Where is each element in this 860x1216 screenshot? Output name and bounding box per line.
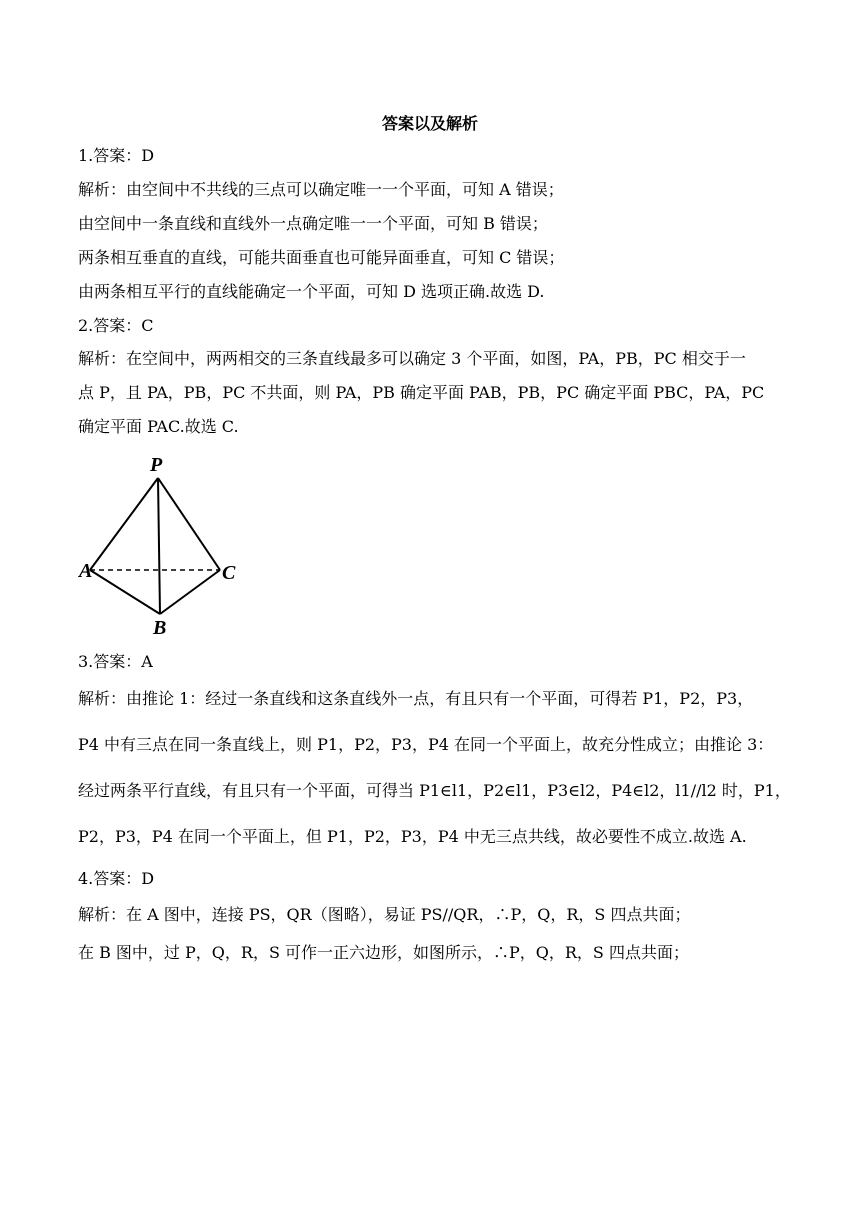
page-title: 答案以及解析 (381, 114, 478, 133)
q2-line-3: 确定平面 PAC.故选 C. (78, 417, 239, 436)
vertex-label-c: C (222, 562, 236, 584)
edge-pc (158, 478, 220, 570)
q2-line-1: 解析：在空间中，两两相交的三条直线最多可以确定 3 个平面，如图，PA，PB，PC 相交于一 (78, 349, 746, 368)
edge-pa (90, 478, 158, 570)
edge-pb (158, 478, 160, 614)
q1-line-2: 由空间中一条直线和直线外一点确定唯一一个平面，可知 B 错误； (78, 214, 548, 233)
q3-answer: 3.答案：A (78, 652, 153, 671)
q1-line-3: 两条相互垂直的直线，可能共面垂直也可能异面垂直，可知 C 错误； (78, 248, 565, 267)
q3-line-3: 经过两条平行直线，有且只有一个平面，可得当 P1∈l1，P2∈l1，P3∈l2，P4∈l2，l1//l2 时，P1， (78, 781, 791, 800)
q4-line-1: 解析：在 A 图中，连接 PS，QR（图略），易证 PS//QR，∴P，Q，R，S 四点共面； (78, 905, 691, 924)
q4-answer: 4.答案：D (78, 869, 155, 888)
q1-answer: 1.答案：D (78, 146, 155, 165)
q1-line-1: 解析：由空间中不共线的三点可以确定唯一一个平面，可知 A 错误； (78, 180, 564, 199)
q2-line-2: 点 P，且 PA，PB，PC 不共面，则 PA，PB 确定平面 PAB，PB，PC 确定平面 PBC，PA，PC (78, 383, 765, 402)
q3-line-4: P2，P3，P4 在同一个平面上，但 P1，P2，P3，P4 中无三点共线，故必要性不成立.故选 A. (78, 827, 747, 846)
vertex-label-p: P (150, 454, 163, 476)
q3-line-2: P4 中有三点在同一条直线上，则 P1，P2，P3，P4 在同一个平面上，故充分性成立；由推论 3： (78, 735, 774, 754)
vertex-label-b: B (153, 617, 167, 639)
q2-answer: 2.答案：C (78, 316, 154, 335)
edge-bc (160, 570, 220, 614)
q3-line-1: 解析：由推论 1：经过一条直线和这条直线外一点，有且只有一个平面，可得若 P1，P2，P3， (78, 689, 754, 708)
pyramid-figure (76, 450, 246, 640)
edge-ab (90, 570, 160, 614)
vertex-label-a: A (79, 560, 93, 582)
q4-line-2: 在 B 图中，过 P，Q，R，S 可作一正六边形，如图所示，∴P，Q，R，S 四点共面； (78, 943, 689, 962)
q1-line-4: 由两条相互平行的直线能确定一个平面，可知 D 选项正确.故选 D. (78, 282, 545, 301)
